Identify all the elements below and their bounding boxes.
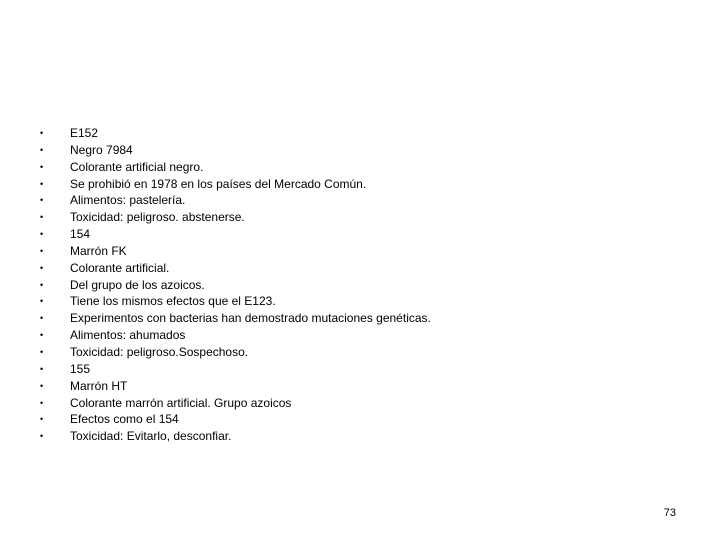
list-item [40,209,680,226]
bullet-marker: • [40,212,44,223]
bullet-marker: • [40,178,44,189]
list-item [40,361,680,378]
list-item-text: 155 [70,361,91,376]
list-item [40,142,680,159]
list-item-text: Toxicidad: Evitarlo, desconfiar. [70,429,232,444]
bullet-marker: • [40,414,44,425]
list-item-text: Colorante artificial. [70,260,170,275]
list-item [40,344,680,361]
list-item-text: Negro 7984 [70,142,133,157]
bullet-marker: • [40,397,44,408]
bullet-marker: • [40,431,44,442]
list-item [40,159,680,176]
bullet-marker: • [40,245,44,256]
list-item [40,395,680,412]
bullet-marker: • [40,346,44,357]
list-item-text: Efectos como el 154 [70,412,179,427]
list-item-text: Alimentos: pastelería. [70,193,186,208]
list-item [40,293,680,310]
bullet-marker: • [40,144,44,155]
list-item [40,176,680,193]
list-item [40,243,680,260]
list-item [40,125,680,142]
list-item-text: Experimentos con bacterias han demostrado mutaciones genéticas. [70,311,431,326]
list-item-text: Toxicidad: peligroso. abstenerse. [70,210,245,225]
bullet-marker: • [40,161,44,172]
bullet-marker: • [40,195,44,206]
bullet-list [40,125,680,445]
list-item-text: Toxicidad: peligroso.Sospechoso. [70,344,249,359]
bullet-marker: • [40,229,44,240]
bullet-marker: • [40,262,44,273]
list-item [40,411,680,428]
list-item-text: Alimentos: ahumados [70,328,186,343]
bullet-marker: • [40,363,44,374]
list-item-text: Colorante marrón artificial. Grupo azoicos [70,395,292,410]
list-item [40,378,680,395]
list-item-text: Tiene los mismos efectos que el E123. [70,294,276,309]
bullet-marker: • [40,330,44,341]
bullet-marker: • [40,313,44,324]
list-item [40,428,680,445]
list-item [40,226,680,243]
list-item-text: Del grupo de los azoicos. [70,277,205,292]
list-item [40,260,680,277]
list-item [40,310,680,327]
bullet-marker: • [40,296,44,307]
bullet-marker: • [40,279,44,290]
bullet-marker: • [40,380,44,391]
page-number: 73 [663,507,676,519]
bullet-marker: • [40,128,44,138]
list-item-text: 154 [70,227,91,242]
list-item-text: Se prohibió en 1978 en los países del Mercado Común. [70,176,367,191]
list-item [40,327,680,344]
list-item-text: Colorante artificial negro. [70,159,204,174]
list-item-text: Marrón HT [70,378,128,393]
list-item-text: Marrón FK [70,243,127,258]
list-item [40,277,680,294]
list-item [40,192,680,209]
list-item-text: E152 [70,126,99,140]
